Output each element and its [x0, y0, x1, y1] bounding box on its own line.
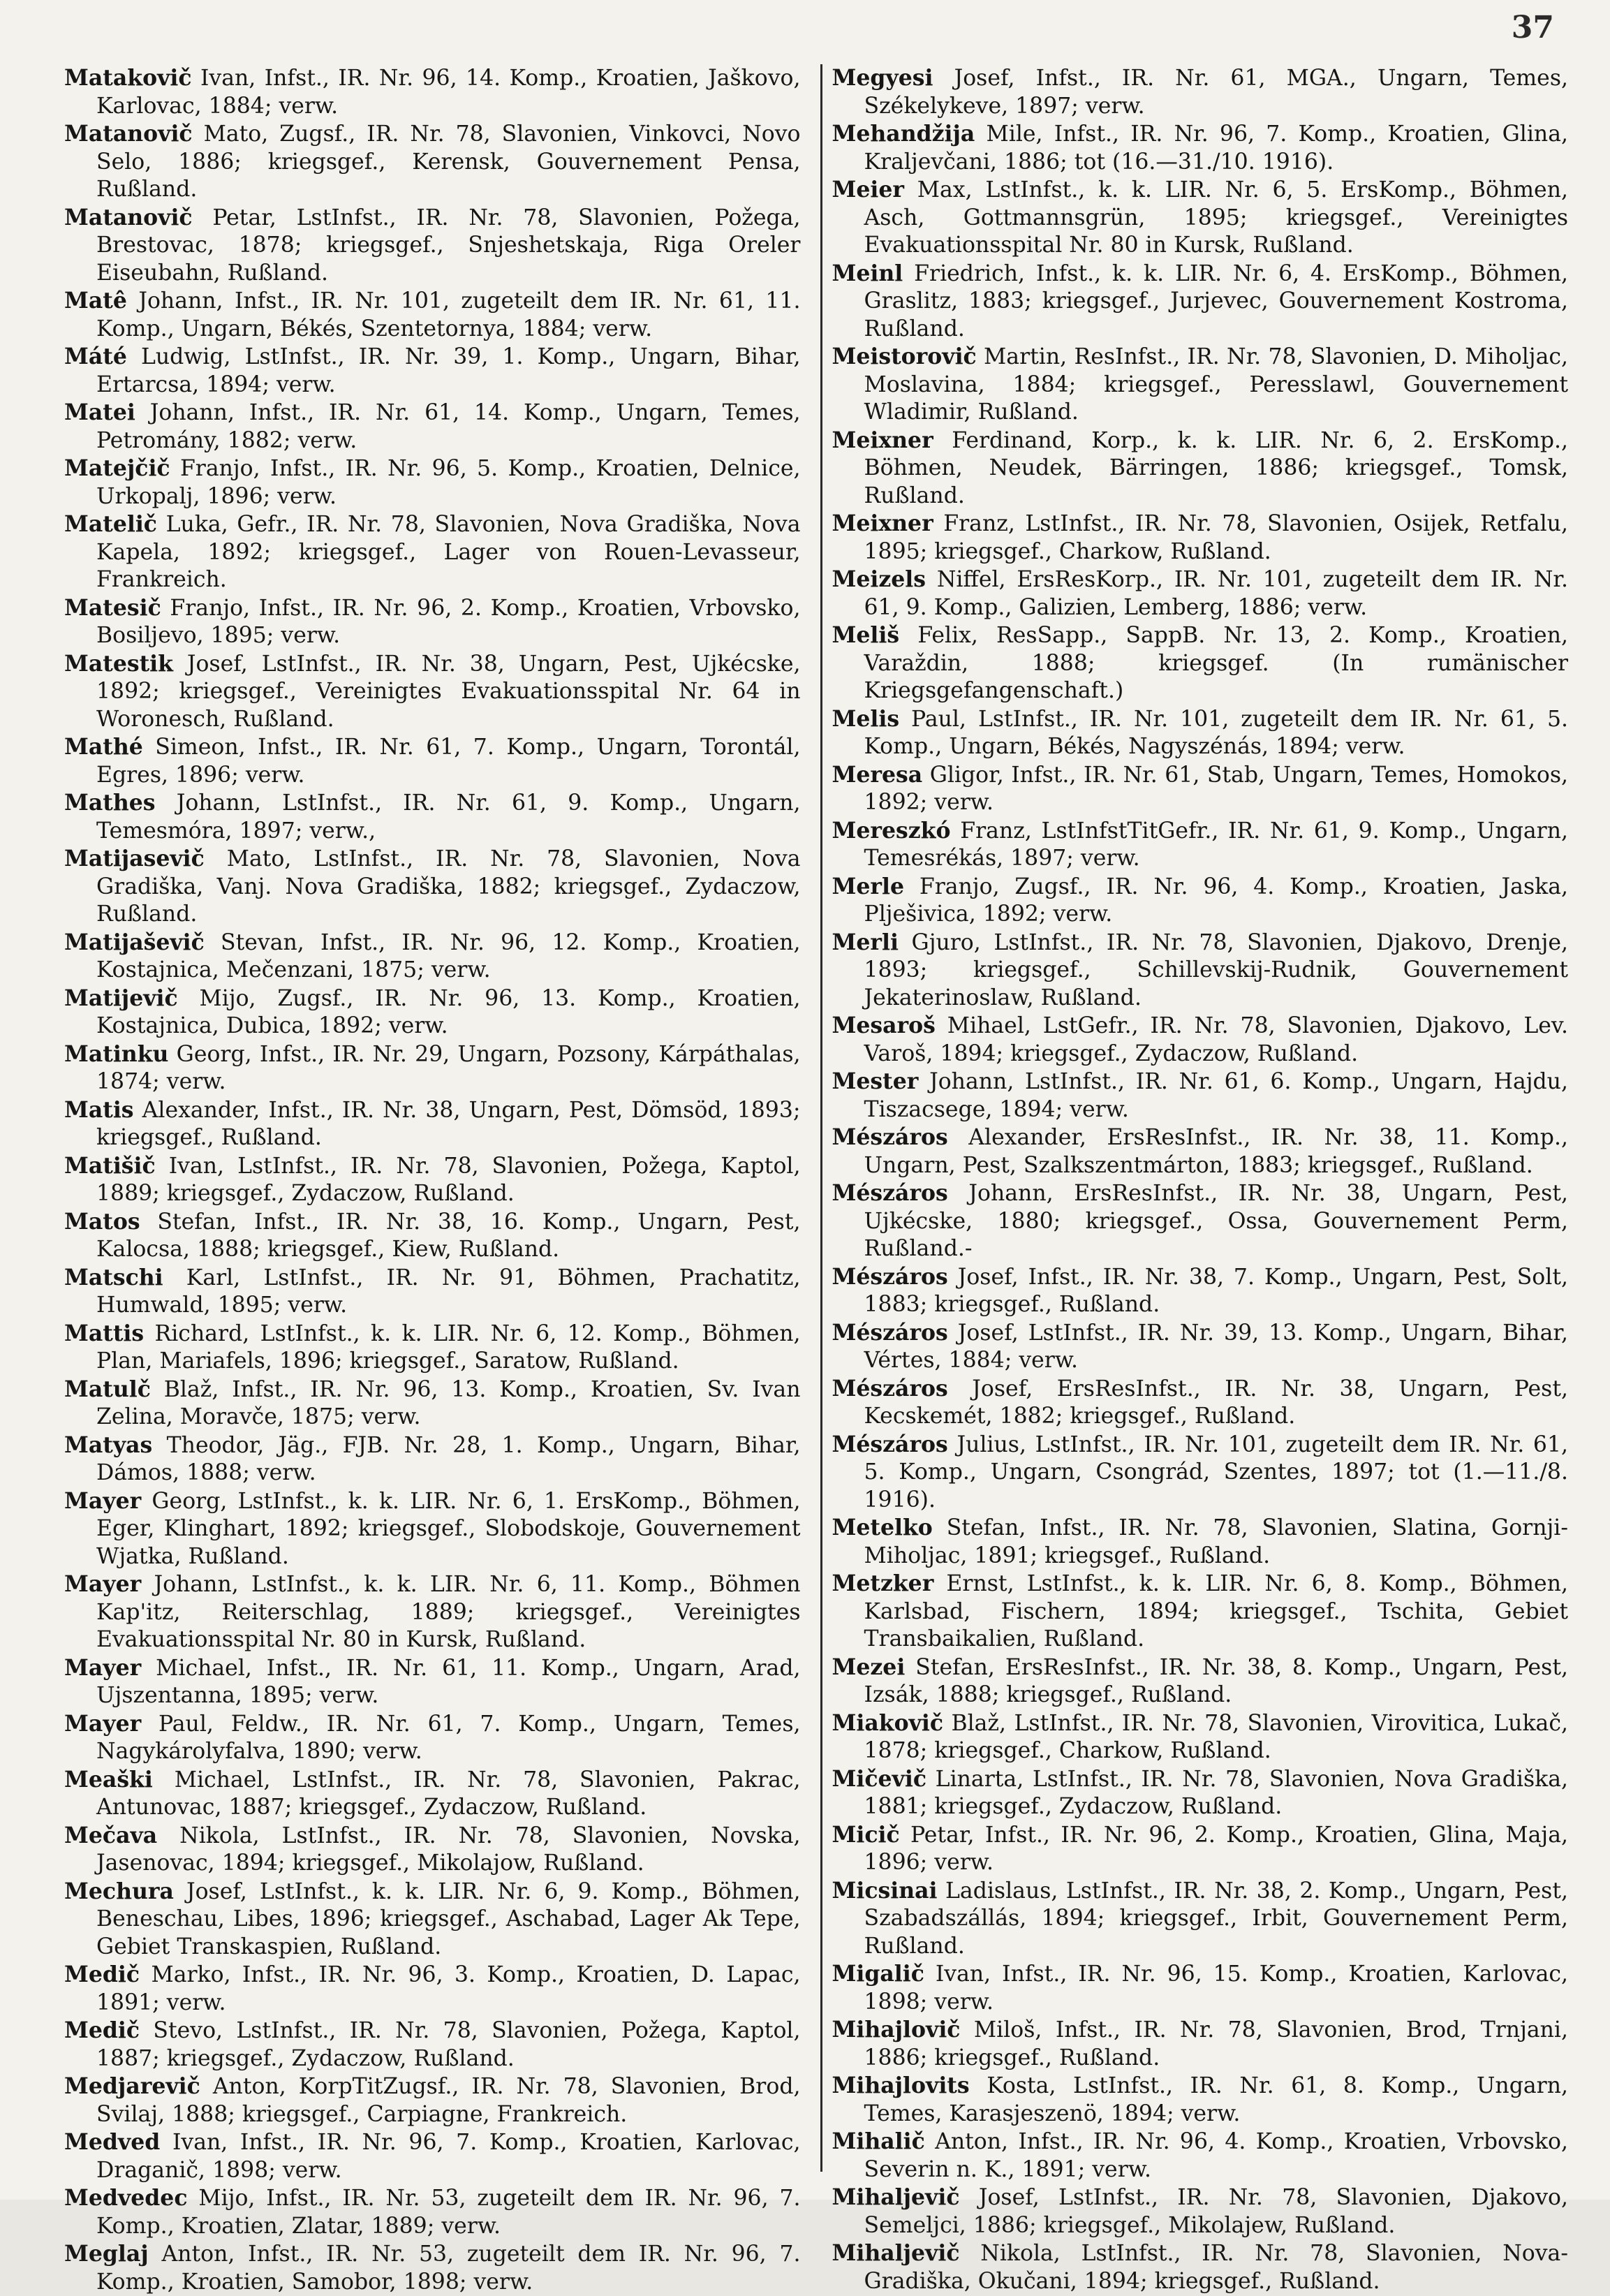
- entry-details: Josef, Infst., IR. Nr. 61, MGA., Ungarn, Temes, Székelykeve, 1897; verw.: [864, 66, 1568, 119]
- register-entry: [64, 204, 801, 288]
- entry-details: Kosta, LstInfst., IR. Nr. 61, 8. Komp., Ungarn, Temes, Karasjeszenö, 1894; verw.: [864, 2073, 1568, 2126]
- register-entry: [832, 2184, 1569, 2239]
- register-entry: [832, 761, 1569, 817]
- entry-surname: Mechura: [64, 1878, 174, 1904]
- register-entry: [832, 510, 1569, 566]
- entry-surname: Mészáros: [832, 1375, 948, 1401]
- register-entry: [64, 2073, 801, 2128]
- entry-details: Ludwig, LstInfst., IR. Nr. 39, 1. Komp., Ungarn, Bihar, Ertarcsa, 1894; verw.: [96, 344, 801, 397]
- entry-details: Mato, LstInfst., IR. Nr. 78, Slavonien, Nova Gradiška, Vanj. Nova Gradiška, 1882; kriegsgef., Zydaczow, Rußland.: [96, 846, 801, 927]
- register-entry: [832, 817, 1569, 873]
- entry-surname: Matelič: [64, 511, 157, 537]
- entry-details: Gligor, Infst., IR. Nr. 61, Stab, Ungarn, Temes, Homokos, 1892; verw.: [864, 762, 1568, 815]
- register-entry: [64, 1487, 801, 1571]
- entry-surname: Meistorovič: [832, 344, 977, 369]
- entry-details: Josef, LstInfst., IR. Nr. 39, 13. Komp., Ungarn, Bihar, Vértes, 1884; verw.: [864, 1320, 1568, 1373]
- entry-surname: Mészáros: [832, 1431, 948, 1457]
- entry-surname: Matijevič: [64, 985, 178, 1011]
- register-entry: [64, 1570, 801, 1654]
- entry-details: Ernst, LstInfst., k. k. LIR. Nr. 6, 8. Komp., Böhmen, Karlsbad, Fischern, 1894; kriegsgef., Tschita, Gebiet Transbaikalien, Rußland.: [864, 1571, 1568, 1651]
- entry-details: Mijo, Infst., IR. Nr. 53, zugeteilt dem IR. Nr. 96, 7. Komp., Kroatien, Zlatar, 1889; verw.: [96, 2186, 801, 2239]
- register-entry: [64, 985, 801, 1040]
- register-entry: [64, 789, 801, 845]
- entry-surname: Meresa: [832, 761, 923, 788]
- entry-surname: Meizels: [832, 566, 926, 592]
- register-entry: [64, 510, 801, 594]
- entry-surname: Miakovič: [832, 1709, 944, 1736]
- entry-surname: Meixner: [832, 510, 933, 536]
- entry-surname: Matinku: [64, 1040, 169, 1067]
- entry-details: Alexander, Infst., IR. Nr. 38, Ungarn, Pest, Dömsöd, 1893; kriegsgef., Rußland.: [96, 1097, 801, 1150]
- entry-details: Julius, LstInfst., IR. Nr. 101, zugeteilt dem IR. Nr. 61, 5. Komp., Ungarn, Csongrád, Szentes, 1897; tot (1.—11./8. 1916).: [864, 1432, 1569, 1513]
- register-entry: [64, 455, 801, 510]
- entry-details: Mihael, LstGefr., IR. Nr. 78, Slavonien, Djakovo, Lev. Varoš, 1894; kriegsgef., Zydaczow, Rußland.: [864, 1013, 1568, 1066]
- register-entry: [832, 64, 1569, 120]
- register-entry: [832, 1179, 1569, 1263]
- register-entry: [64, 2128, 801, 2184]
- entry-surname: Mihajlovič: [832, 2017, 961, 2043]
- entry-details: Stefan, ErsResInfst., IR. Nr. 38, 8. Komp., Ungarn, Pest, Izsák, 1888; kriegsgef., Rußland.: [864, 1654, 1569, 1707]
- entry-details: Alexander, ErsResInfst., IR. Nr. 38, 11. Komp., Ungarn, Pest, Szalkszentmárton, 1883; kriegsgef., Rußland.: [864, 1125, 1568, 1178]
- entry-details: Anton, Infst., IR. Nr. 96, 4. Komp., Kroatien, Vrbovsko, Severin n. K., 1891; verw.: [864, 2129, 1569, 2182]
- entry-surname: Meliš: [832, 622, 900, 648]
- register-entry: [832, 2239, 1569, 2295]
- entry-details: Ivan, Infst., IR. Nr. 96, 7. Komp., Kroatien, Karlovac, Draganič, 1898; verw.: [96, 2130, 801, 2183]
- register-entry: [832, 1765, 1569, 1821]
- entry-details: Petar, LstInfst., IR. Nr. 78, Slavonien, Požega, Brestovac, 1878; kriegsgef., Snjeshetskaja, Riga Oreler Eiseubahn, Rußland.: [96, 205, 801, 286]
- entry-surname: Matei: [64, 399, 135, 425]
- register-entry: [832, 1012, 1569, 1068]
- entry-surname: Mihalič: [832, 2128, 925, 2154]
- register-entry: [832, 1570, 1569, 1654]
- register-entry: [64, 733, 801, 789]
- register-entry: [64, 1376, 801, 1432]
- register-entry: [832, 1877, 1569, 1961]
- entry-surname: Matejčič: [64, 455, 170, 481]
- entry-details: Stevan, Infst., IR. Nr. 96, 12. Komp., Kroatien, Kostajnica, Mečenzani, 1875; verw.: [96, 929, 801, 983]
- register-entry: [64, 1961, 801, 2017]
- entry-details: Niffel, ErsResKorp., IR. Nr. 101, zugeteilt dem IR. Nr. 61, 9. Komp., Galizien, Lemberg, 1886; verw.: [864, 567, 1568, 620]
- entry-details: Franjo, Zugsf., IR. Nr. 96, 4. Komp., Kroatien, Jaska, Plješivica, 1892; verw.: [864, 874, 1568, 927]
- entry-details: Johann, LstInfst., k. k. LIR. Nr. 6, 11. Komp., Böhmen Kap'itz, Reiterschlag, 1889; kriegsgef., Vereinigtes Evakuationsspital Nr. 80 in Kursk, Rußland.: [96, 1572, 801, 1652]
- entry-surname: Migalič: [832, 1961, 924, 1987]
- entry-details: Theodor, Jäg., FJB. Nr. 28, 1. Komp., Ungarn, Bihar, Dámos, 1888; verw.: [96, 1432, 801, 1485]
- register-entry: [64, 64, 801, 120]
- register-entry: [832, 260, 1569, 344]
- entry-details: Josef, LstInfst., k. k. LIR. Nr. 6, 9. Komp., Böhmen, Beneschau, Libes, 1896; kriegsgef., Aschabad, Lager Ak Tepe, Gebiet Transkaspien, Rußland.: [96, 1878, 801, 1959]
- entry-surname: Matesič: [64, 594, 161, 621]
- entry-surname: Matschi: [64, 1264, 163, 1290]
- register-entry: [832, 1431, 1569, 1515]
- entry-surname: Mayer: [64, 1571, 142, 1597]
- columns: [64, 64, 1569, 2295]
- entry-details: Ferdinand, Korp., k. k. LIR. Nr. 6, 2. ErsKomp., Böhmen, Neudek, Bärringen, 1886; kriegsgef., Tomsk, Rußland.: [864, 427, 1569, 508]
- entry-surname: Matos: [64, 1208, 140, 1235]
- entry-details: Nikola, LstInfst., IR. Nr. 78, Slavonien, Novska, Jasenovac, 1894; kriegsgef., Mikolajow, Rußland.: [96, 1823, 801, 1876]
- register-entry: [64, 2017, 801, 2073]
- entry-surname: Matakovič: [64, 65, 192, 91]
- register-entry: [832, 2128, 1569, 2184]
- entry-surname: Micsinai: [832, 1877, 938, 1904]
- entry-details: Stefan, Infst., IR. Nr. 38, 16. Komp., Ungarn, Pest, Kalocsa, 1888; kriegsgef., Kiew, Rußland.: [96, 1209, 801, 1262]
- entry-details: Gjuro, LstInfst., IR. Nr. 78, Slavonien, Djakovo, Drenje, 1893; kriegsgef., Schillevskij-Rudnik, Gouvernement Jekaterinoslaw, Rußland.: [864, 929, 1568, 1010]
- register-entry: [64, 1654, 801, 1710]
- entry-details: Martin, ResInfst., IR. Nr. 78, Slavonien, D. Miholjac, Moslavina, 1884; kriegsgef., Peresslawl, Gouvernement Wladimir, Rußland.: [864, 344, 1569, 425]
- register-entry: [832, 1068, 1569, 1124]
- entry-details: Luka, Gefr., IR. Nr. 78, Slavonien, Nova Gradiška, Nova Kapela, 1892; kriegsgef., Lager von Rouen-Levasseur, Frankreich.: [96, 512, 801, 592]
- entry-surname: Mihajlovits: [832, 2073, 970, 2098]
- entry-surname: Máté: [64, 344, 127, 369]
- entry-surname: Matê: [64, 288, 127, 314]
- register-entry: [64, 929, 801, 985]
- entry-surname: Megyesi: [832, 65, 933, 91]
- register-entry: [64, 1710, 801, 1766]
- entry-details: Paul, LstInfst., IR. Nr. 101, zugeteilt dem IR. Nr. 61, 5. Komp., Ungarn, Békés, Nagyszénás, 1894; verw.: [864, 706, 1569, 759]
- entry-details: Linarta, LstInfst., IR. Nr. 78, Slavonien, Nova Gradiška, 1881; kriegsgef., Zydaczow, Rußland.: [864, 1766, 1568, 1819]
- entry-details: Ivan, LstInfst., IR. Nr. 78, Slavonien, Požega, Kaptol, 1889; kriegsgef., Zydaczow, Rußland.: [96, 1153, 801, 1206]
- entry-details: Johann, LstInfst., IR. Nr. 61, 9. Komp., Ungarn, Temesmóra, 1897; verw.,: [96, 790, 801, 844]
- register-entry: [64, 2240, 801, 2296]
- entry-surname: Mezei: [832, 1654, 906, 1680]
- entry-surname: Mehandžija: [832, 121, 975, 147]
- entry-surname: Mesaroš: [832, 1013, 936, 1038]
- entry-surname: Mészáros: [832, 1180, 948, 1206]
- register-entry: [832, 1821, 1569, 1877]
- entry-surname: Matanovič: [64, 121, 193, 147]
- entry-details: Mile, Infst., IR. Nr. 96, 7. Komp., Kroatien, Glina, Kraljevčani, 1886; tot (16.—31./10. 1916).: [864, 122, 1568, 175]
- register-entry: [832, 1263, 1569, 1319]
- entry-details: Michael, LstInfst., IR. Nr. 78, Slavonien, Pakrac, Antunovac, 1887; kriegsgef., Zydaczow, Rußland.: [96, 1767, 801, 1820]
- entry-surname: Mészáros: [832, 1124, 948, 1150]
- register-entry: [64, 594, 801, 650]
- register-entry: [832, 621, 1569, 705]
- register-entry: [832, 566, 1569, 621]
- entry-details: Johann, LstInfst., IR. Nr. 61, 6. Komp., Ungarn, Hajdu, Tiszacsege, 1894; verw.: [864, 1069, 1568, 1122]
- entry-surname: Meier: [832, 177, 905, 203]
- entry-surname: Metzker: [832, 1570, 934, 1596]
- entry-details: Karl, LstInfst., IR. Nr. 91, Böhmen, Prachatitz, Humwald, 1895; verw.: [96, 1265, 801, 1318]
- entry-surname: Merle: [832, 873, 905, 899]
- entry-surname: Matijaševič: [64, 929, 205, 955]
- entry-surname: Meaški: [64, 1766, 153, 1793]
- entry-details: Stevo, LstInfst., IR. Nr. 78, Slavonien, Požega, Kaptol, 1887; kriegsgef., Zydaczow, Rußland.: [96, 2018, 801, 2071]
- entry-surname: Matis: [64, 1096, 134, 1123]
- entry-details: Anton, KorpTitZugsf., IR. Nr. 78, Slavonien, Brod, Svilaj, 1888; kriegsgef., Carpiagne, Frankreich.: [96, 2074, 801, 2127]
- entry-details: Josef, Infst., IR. Nr. 38, 7. Komp., Ungarn, Pest, Solt, 1883; kriegsgef., Rußland.: [864, 1264, 1568, 1317]
- entry-surname: Medvedec: [64, 2185, 188, 2211]
- register-entry: [832, 705, 1569, 761]
- entry-surname: Melis: [832, 705, 900, 732]
- register-entry: [832, 120, 1569, 176]
- register-entry: [832, 1654, 1569, 1709]
- entry-surname: Meixner: [832, 427, 933, 453]
- entry-details: Johann, Infst., IR. Nr. 61, 14. Komp., Ungarn, Temes, Petromány, 1882; verw.: [96, 400, 801, 453]
- register-entry: [832, 427, 1569, 510]
- register-entry: [832, 1960, 1569, 2016]
- register-entry: [832, 2016, 1569, 2072]
- entry-details: Mijo, Zugsf., IR. Nr. 96, 13. Komp., Kroatien, Kostajnica, Dubica, 1892; verw.: [96, 985, 801, 1038]
- entry-surname: Matulč: [64, 1376, 151, 1402]
- entry-details: Petar, Infst., IR. Nr. 96, 2. Komp., Kroatien, Glina, Maja, 1896; verw.: [864, 1822, 1568, 1875]
- entry-surname: Mereszkó: [832, 817, 951, 844]
- right-column: [820, 64, 1569, 2294]
- entry-details: Miloš, Infst., IR. Nr. 78, Slavonien, Brod, Trnjani, 1886; kriegsgef., Rußland.: [864, 2017, 1568, 2070]
- register-entry: [832, 929, 1569, 1013]
- entry-details: Franjo, Infst., IR. Nr. 96, 5. Komp., Kroatien, Delnice, Urkopalj, 1896; verw.: [96, 456, 801, 509]
- entry-details: Ivan, Infst., IR. Nr. 96, 14. Komp., Kroatien, Jaškovo, Karlovac, 1884; verw.: [96, 66, 801, 119]
- entry-surname: Matestik: [64, 650, 173, 677]
- register-entry: [64, 1264, 801, 1320]
- entry-details: Michael, Infst., IR. Nr. 61, 11. Komp., Ungarn, Arad, Ujszentanna, 1895; verw.: [96, 1655, 801, 1708]
- register-entry: [832, 1319, 1569, 1375]
- entry-surname: Medjarevič: [64, 2073, 200, 2099]
- entry-surname: Medič: [64, 1962, 140, 1987]
- entry-details: Josef, LstInfst., IR. Nr. 78, Slavonien, Djakovo, Semeljci, 1886; kriegsgef., Mikolajew, Rußland.: [864, 2185, 1569, 2238]
- register-entry: [832, 2072, 1569, 2128]
- register-entry: [64, 1040, 801, 1096]
- entry-surname: Mathé: [64, 734, 143, 760]
- register-entry: [832, 1709, 1569, 1765]
- entry-surname: Medved: [64, 2129, 161, 2155]
- entry-details: Ladislaus, LstInfst., IR. Nr. 38, 2. Komp., Ungarn, Pest, Szabadszállás, 1894; kriegsgef., Irbit, Gouvernement Perm, Rußland.: [864, 1878, 1568, 1959]
- register-entry: [64, 845, 801, 929]
- entry-surname: Mészáros: [832, 1319, 948, 1346]
- register-entry: [832, 343, 1569, 427]
- entry-surname: Mičevič: [832, 1765, 927, 1792]
- entry-details: Stefan, Infst., IR. Nr. 78, Slavonien, Slatina, Gornji-Miholjac, 1891; kriegsgef., Rußland.: [864, 1515, 1569, 1568]
- entry-surname: Mester: [832, 1068, 919, 1094]
- entry-surname: Matišič: [64, 1152, 156, 1179]
- register-entry: [64, 1208, 801, 1264]
- register-entry: [832, 1375, 1569, 1431]
- entry-surname: Mečava: [64, 1822, 158, 1848]
- entry-details: Georg, Infst., IR. Nr. 29, Ungarn, Pozsony, Kárpáthalas, 1874; verw.: [96, 1041, 801, 1094]
- register-entry: [832, 873, 1569, 929]
- register-entry: [64, 2184, 801, 2240]
- register-entry: [64, 1432, 801, 1487]
- register-entry: [64, 650, 801, 734]
- entry-details: Friedrich, Infst., k. k. LIR. Nr. 6, 4. ErsKomp., Böhmen, Graslitz, 1883; kriegsgef., Jurjevec, Gouvernement Kostroma, Rußland.: [864, 260, 1568, 341]
- entry-details: Richard, LstInfst., k. k. LIR. Nr. 6, 12. Komp., Böhmen, Plan, Mariafels, 1896; kriegsgef., Saratow, Rußland.: [96, 1320, 801, 1374]
- register-entry: [64, 1878, 801, 1962]
- entry-details: Mato, Zugsf., IR. Nr. 78, Slavonien, Vinkovci, Novo Selo, 1886; kriegsgef., Kerensk, Gouvernement Pensa, Rußland.: [96, 122, 801, 202]
- register-entry: [64, 1152, 801, 1208]
- entry-details: Ivan, Infst., IR. Nr. 96, 15. Komp., Kroatien, Karlovac, 1898; verw.: [864, 1962, 1569, 2015]
- entry-surname: Mayer: [64, 1487, 142, 1514]
- entry-surname: Matyas: [64, 1432, 153, 1458]
- entry-surname: Mihaljevič: [832, 2184, 960, 2210]
- entry-details: Blaž, Infst., IR. Nr. 96, 13. Komp., Kroatien, Sv. Ivan Zelina, Moravče, 1875; verw.: [96, 1376, 801, 1429]
- entry-surname: Mihaljevič: [832, 2240, 960, 2266]
- entry-details: Johann, ErsResInfst., IR. Nr. 38, Ungarn, Pest, Ujkécske, 1880; kriegsgef., Ossa, Gouvernement Perm, Rußland.-: [864, 1181, 1568, 1261]
- entry-surname: Mattis: [64, 1320, 145, 1346]
- entry-surname: Matanovič: [64, 204, 193, 230]
- register-entry: [64, 120, 801, 204]
- entry-details: Nikola, LstInfst., IR. Nr. 78, Slavonien, Nova-Gradiška, Okučani, 1894; kriegsgef., Rußland.: [864, 2241, 1568, 2294]
- entry-details: Georg, LstInfst., k. k. LIR. Nr. 6, 1. ErsKomp., Böhmen, Eger, Klinghart, 1892; kriegsgef., Slobodskoje, Gouvernement Wjatka, Rußland.: [96, 1488, 801, 1569]
- entry-details: Franz, LstInfstTitGefr., IR. Nr. 61, 9. Komp., Ungarn, Temesrékás, 1897; verw.: [864, 818, 1569, 871]
- register-entry: [832, 1124, 1569, 1179]
- entry-details: Marko, Infst., IR. Nr. 96, 3. Komp., Kroatien, D. Lapac, 1891; verw.: [96, 1962, 801, 2015]
- entry-surname: Mayer: [64, 1710, 142, 1737]
- entry-details: Simeon, Infst., IR. Nr. 61, 7. Komp., Ungarn, Torontál, Egres, 1896; verw.: [96, 735, 801, 788]
- left-column: [64, 64, 801, 2295]
- entry-details: Max, LstInfst., k. k. LIR. Nr. 6, 5. ErsKomp., Böhmen, Asch, Gottmannsgrün, 1895; kriegsgef., Vereinigtes Evakuationsspital Nr. 80 in Kursk, Rußland.: [864, 177, 1568, 258]
- entry-surname: Merli: [832, 929, 899, 955]
- entry-details: Blaž, LstInfst., IR. Nr. 78, Slavonien, Virovitica, Lukač, 1878; kriegsgef., Charkow, Rußland.: [864, 1710, 1568, 1763]
- entry-surname: Mathes: [64, 790, 156, 816]
- register-entry: [64, 1766, 801, 1822]
- register-entry: [832, 1514, 1569, 1570]
- entry-surname: Matijasevič: [64, 846, 205, 871]
- entry-surname: Micič: [832, 1821, 900, 1848]
- register-entry: [64, 287, 801, 343]
- register-entry: [64, 399, 801, 455]
- entry-details: Johann, Infst., IR. Nr. 101, zugeteilt dem IR. Nr. 61, 11. Komp., Ungarn, Békés, Szentetornya, 1884; verw.: [96, 288, 801, 341]
- register-entry: [64, 1320, 801, 1376]
- register-entry: [64, 1822, 801, 1878]
- entry-surname: Meinl: [832, 260, 903, 286]
- entry-details: Paul, Feldw., IR. Nr. 61, 7. Komp., Ungarn, Temes, Nagykárolyfalva, 1890; verw.: [96, 1711, 801, 1764]
- entry-details: Franz, LstInfst., IR. Nr. 78, Slavonien, Osijek, Retfalu, 1895; kriegsgef., Charkow, Rußland.: [864, 511, 1568, 564]
- entry-details: Josef, LstInfst., IR. Nr. 38, Ungarn, Pest, Ujkécske, 1892; kriegsgef., Vereinigtes Evakuationsspital Nr. 64 in Woronesch, Rußland.: [96, 651, 801, 732]
- entry-details: Anton, Infst., IR. Nr. 53, zugeteilt dem IR. Nr. 96, 7. Komp., Kroatien, Samobor, 1898; verw.: [96, 2242, 801, 2295]
- entry-surname: Metelko: [832, 1515, 933, 1540]
- register-entry: [64, 343, 801, 399]
- entry-details: Felix, ResSapp., SappB. Nr. 13, 2. Komp., Kroatien, Varaždin, 1888; kriegsgef. (In rumänischer Kriegsgefangenschaft.): [864, 623, 1568, 703]
- page-number: 37: [1511, 10, 1554, 45]
- entry-surname: Medič: [64, 2017, 140, 2043]
- entry-surname: Mayer: [64, 1654, 142, 1681]
- entry-surname: Meglaj: [64, 2241, 149, 2267]
- entry-surname: Mészáros: [832, 1263, 948, 1290]
- register-entry: [832, 176, 1569, 260]
- register-entry: [64, 1096, 801, 1152]
- entry-details: Josef, ErsResInfst., IR. Nr. 38, Ungarn, Pest, Kecskemét, 1882; kriegsgef., Rußland.: [864, 1376, 1569, 1429]
- entry-details: Franjo, Infst., IR. Nr. 96, 2. Komp., Kroatien, Vrbovsko, Bosiljevo, 1895; verw.: [96, 595, 801, 648]
